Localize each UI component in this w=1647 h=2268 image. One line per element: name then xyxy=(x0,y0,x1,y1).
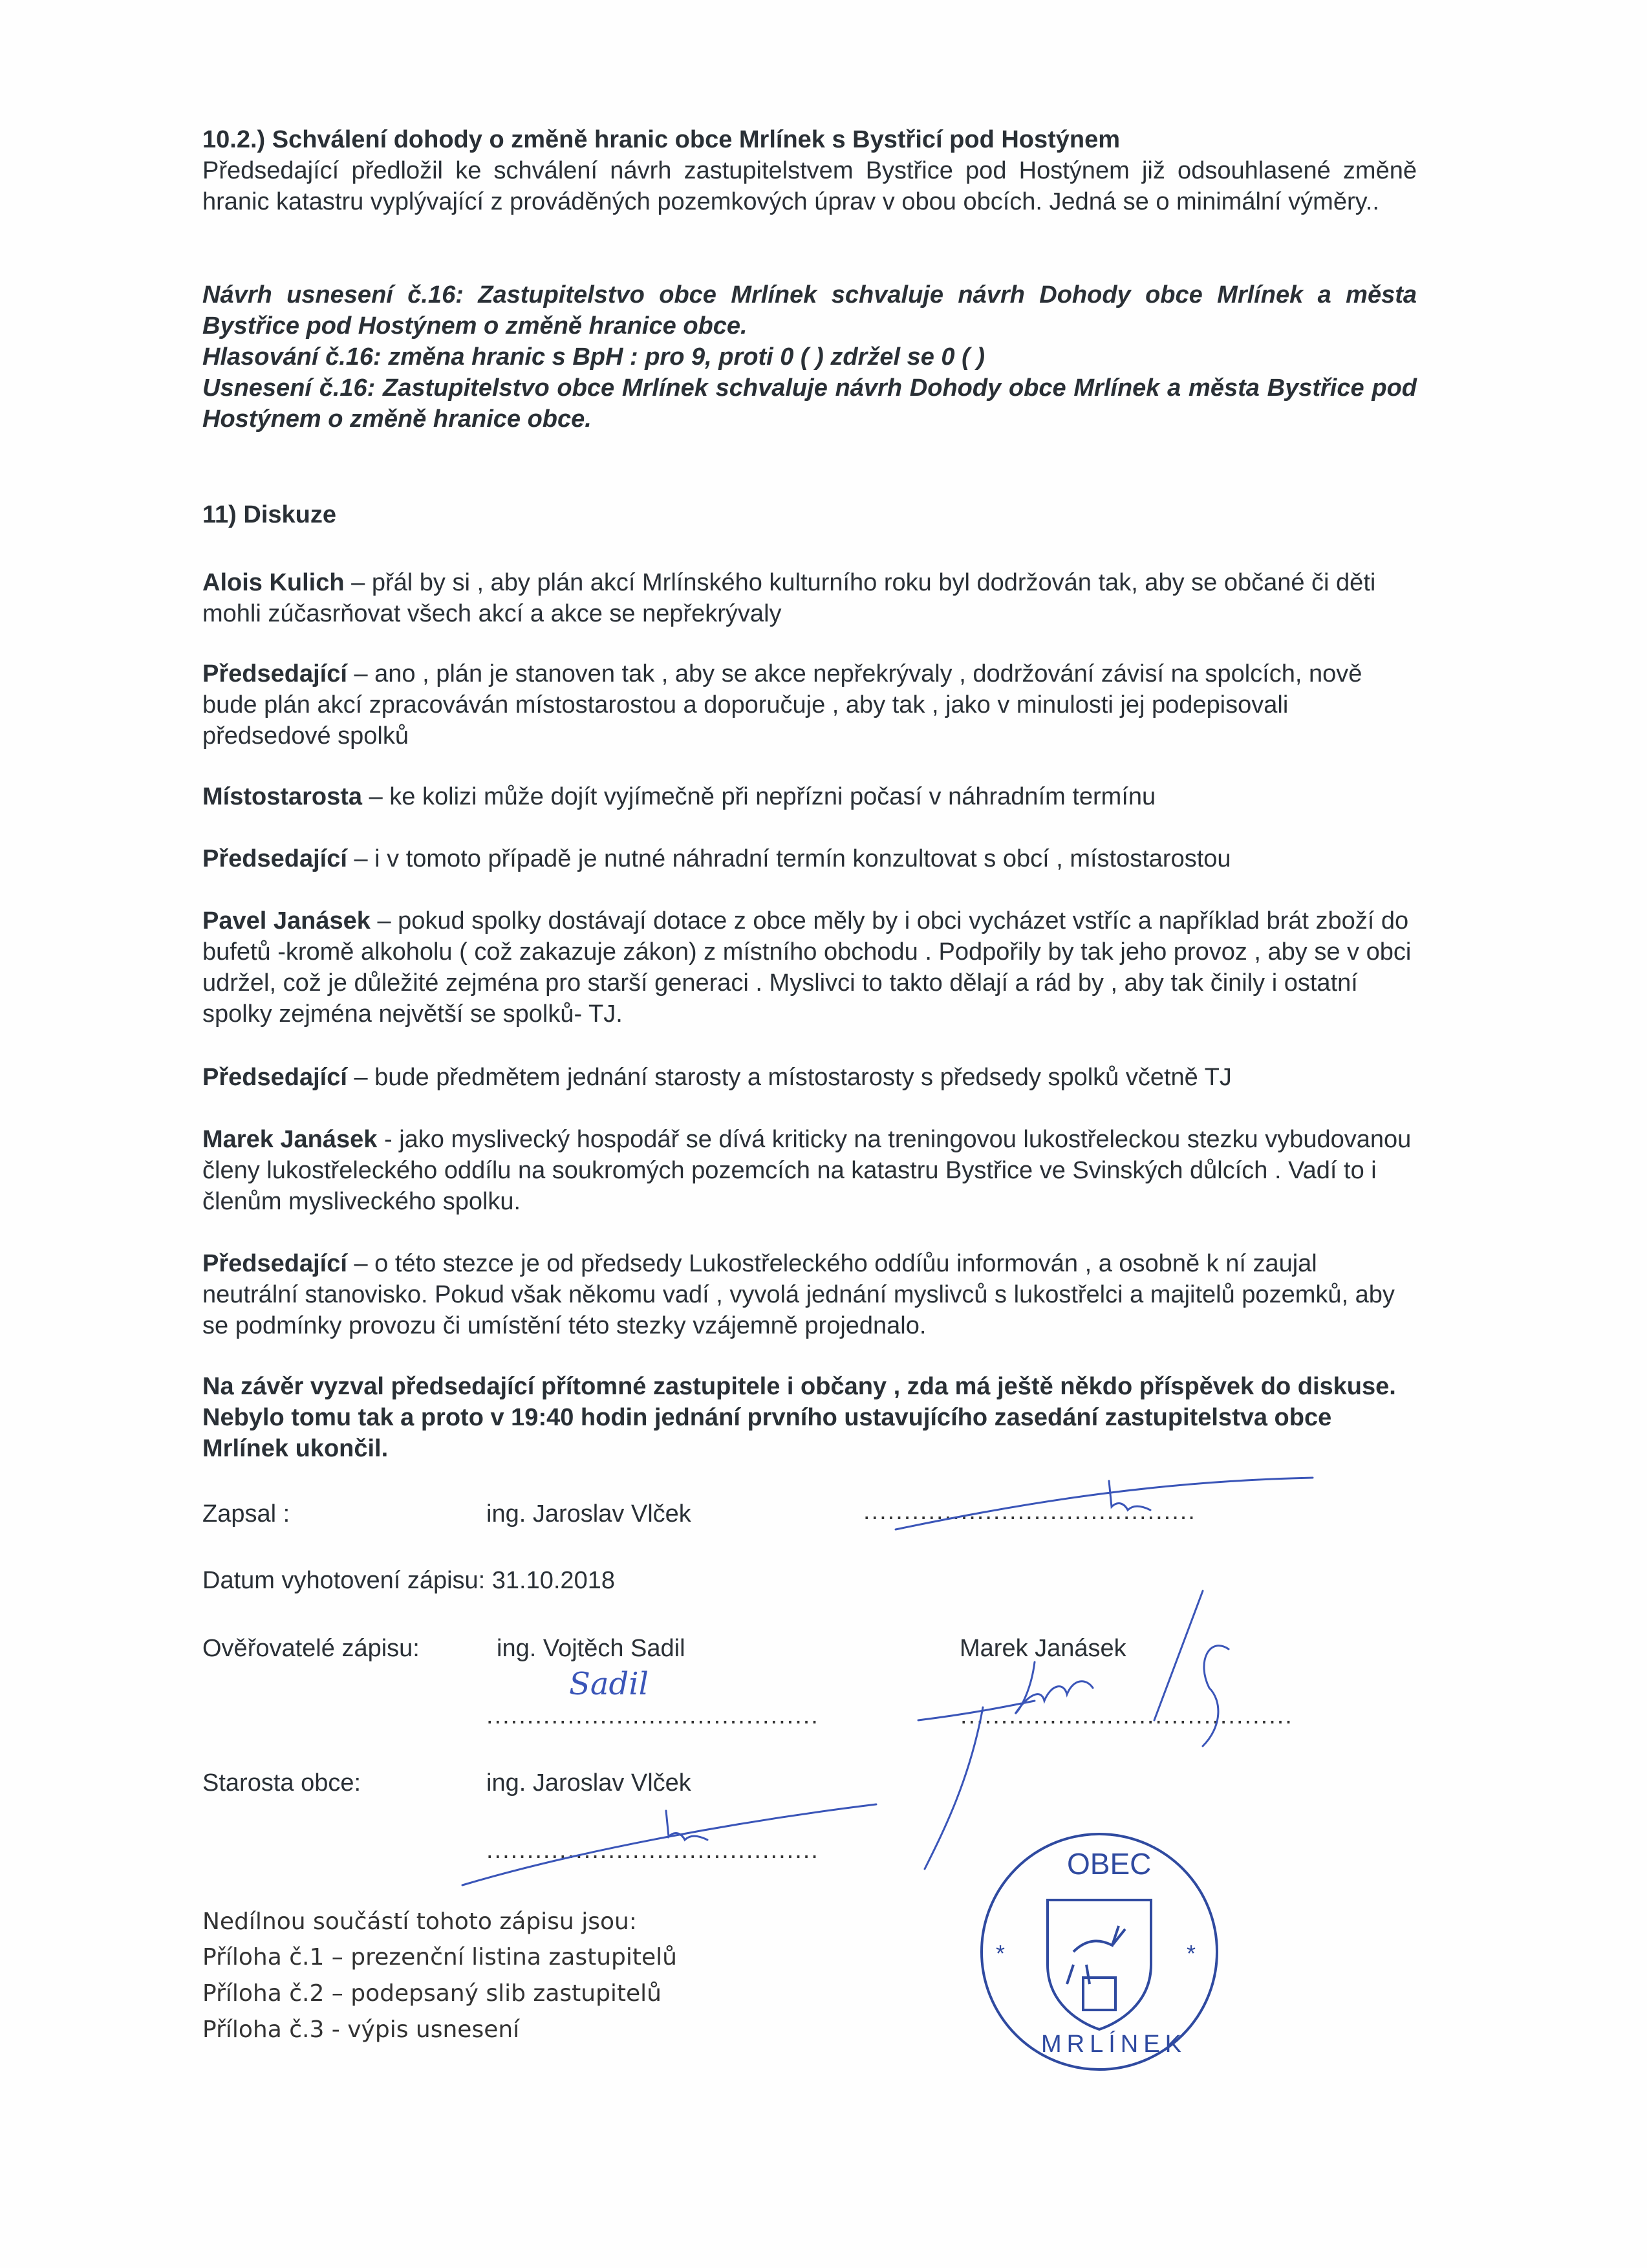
mayor-name: ing. Jaroslav Vlček xyxy=(486,1769,691,1797)
speaker: Předsedající xyxy=(202,660,347,687)
speaker: Marek Janásek xyxy=(202,1126,378,1153)
speaker: Předsedající xyxy=(202,845,347,872)
signature-line: ......................................... xyxy=(486,1837,819,1864)
closing-statement: Na závěr vyzval předsedající přítomné zastupitele i občany , zda má ještě někdo příspěvek do diskuse. Nebylo tomu tak a proto v 19:40 hodin jednání prvního ustavujícího zasedání zastupitelstva obce Mrlínek ukončil. xyxy=(202,1373,1396,1462)
verifier-1-name: ing. Vojtěch Sadil xyxy=(497,1635,685,1662)
mayor-label: Starosta obce: xyxy=(202,1769,361,1797)
municipal-stamp xyxy=(982,1834,1217,2069)
stamp-bottom-text: MRLÍNEK xyxy=(1041,2031,1187,2058)
entry-text: - jako myslivecký hospodář se dívá kriticky na treningovou lukostřeleckou stezku vybudovanou členy lukostřeleckého oddílu na soukromých pozemcích na katastru Bystřice ve Svinských důlcích . Vadí to i členům mysliveckého spolku. xyxy=(202,1126,1412,1215)
section-body: Předsedající předložil ke schválení návrh zastupitelstvem Bystřice pod Hostýnem již odsouhlasené změně hranic katastru vyplývající z prováděných pozemkových úprav v obou obcích. Jedná se o minimální výměry.. xyxy=(202,157,1417,215)
signature-vlcek-1 xyxy=(896,1478,1313,1529)
recorded-by-label: Zapsal : xyxy=(202,1500,290,1528)
entry-text: – ano , plán je stanoven tak , aby se akce nepřekrývaly , dodržování závisí na spolcích, nově bude plán akcí zpracováván místostarostou a doporučuje , aby tak , jako v minulosti jej podepisovali předsedové spolků xyxy=(202,660,1362,750)
speaker: Místostarosta xyxy=(202,783,363,810)
signature-janasek xyxy=(918,1591,1229,1869)
entry-text: – ke kolizi může dojít vyjímečně při nepřízni počasí v náhradním termínu xyxy=(362,783,1156,810)
resolution-proposal: Návrh usnesení č.16: Zastupitelstvo obce Mrlínek schvaluje návrh Dohody obce Mrlínek a města Bystřice pod Hostýnem o změně hranice obce. xyxy=(202,281,1417,340)
stag-icon xyxy=(1067,1926,1125,1984)
entry-text: – přál by si , aby plán akcí Mrlínského kulturního roku byl dodržován tak, aby se občané či děti mohli zúčasrňovat všech akcí a akce se nepřekrývaly xyxy=(202,569,1376,627)
date-of-record: Datum vyhotovení zápisu: 31.10.2018 xyxy=(202,1567,615,1594)
stamp-top-text: OBEC xyxy=(1067,1847,1152,1881)
signature-vlcek-2 xyxy=(462,1804,876,1885)
annex-item: Příloha č.1 – prezenční listina zastupitelů xyxy=(202,1944,677,1971)
tower-icon xyxy=(1083,1978,1115,2010)
signature-vlcek-1-mark xyxy=(1109,1481,1150,1510)
vote-result: Hlasování č.16: změna hranic s BpH : pro 9, proti 0 ( ) zdržel se 0 ( ) xyxy=(202,343,985,371)
signature-line: ......................................... xyxy=(960,1702,1293,1729)
svg-text:*: * xyxy=(996,1940,1006,1967)
speaker: Pavel Janásek xyxy=(202,907,371,934)
discussion-heading: 11) Diskuze xyxy=(202,501,336,528)
signature-line: ......................................... xyxy=(486,1702,819,1729)
handwritten-signature-sadil: Sadil xyxy=(569,1666,649,1702)
speaker: Alois Kulich xyxy=(202,569,345,596)
verifiers-label: Ověřovatelé zápisu: xyxy=(202,1635,420,1662)
entry-text: – pokud spolky dostávají dotace z obce měly by i obci vycházet vstříc a například brát zboží do bufetů -kromě alkoholu ( což zakazuje zákon) z místního obchodu . Podpořily by tak jeho provoz , aby se v obci udržel, což je důležité zejména pro starší generaci . Myslivci to takto dělají a rád by , aby tak činily i ostatní spolky zejména největší se spolků- TJ. xyxy=(202,907,1412,1028)
entry-text: – bude předmětem jednání starosty a místostarosty s předsedy spolků včetně TJ xyxy=(347,1064,1232,1091)
section-heading: 10.2.) Schválení dohody o změně hranic obce Mrlínek s Bystřicí pod Hostýnem xyxy=(202,126,1121,153)
annex-item: Příloha č.3 - výpis usnesení xyxy=(202,2016,520,2043)
entry-text: – i v tomoto případě je nutné náhradní termín konzultovat s obcí , místostarostou xyxy=(347,845,1231,872)
speaker: Předsedající xyxy=(202,1064,347,1091)
verifier-2-name: Marek Janásek xyxy=(960,1635,1126,1662)
svg-text:*: * xyxy=(1187,1940,1196,1967)
entry-text: – o této stezce je od předsedy Lukostřeleckého oddíůu informován , a osobně k ní zaujal neutrální stanovisko. Pokud však někomu vadí , vyvolá jednání myslivců s lukostřelci a majitelů pozemků, aby se podmínky provozu či umístění této stezky vzájemně projednalo. xyxy=(202,1250,1395,1339)
annex-intro: Nedílnou součástí tohoto zápisu jsou: xyxy=(202,1908,637,1935)
recorded-by-name: ing. Jaroslav Vlček xyxy=(486,1500,691,1528)
speaker: Předsedající xyxy=(202,1250,347,1277)
resolution: Usnesení č.16: Zastupitelstvo obce Mrlínek schvaluje návrh Dohody obce Mrlínek a města Bystřice pod Hostýnem o změně hranice obce. xyxy=(202,374,1417,433)
annex-item: Příloha č.2 – podepsaný slib zastupitelů xyxy=(202,1980,662,2007)
signature-line: ......................................... xyxy=(863,1498,1196,1525)
